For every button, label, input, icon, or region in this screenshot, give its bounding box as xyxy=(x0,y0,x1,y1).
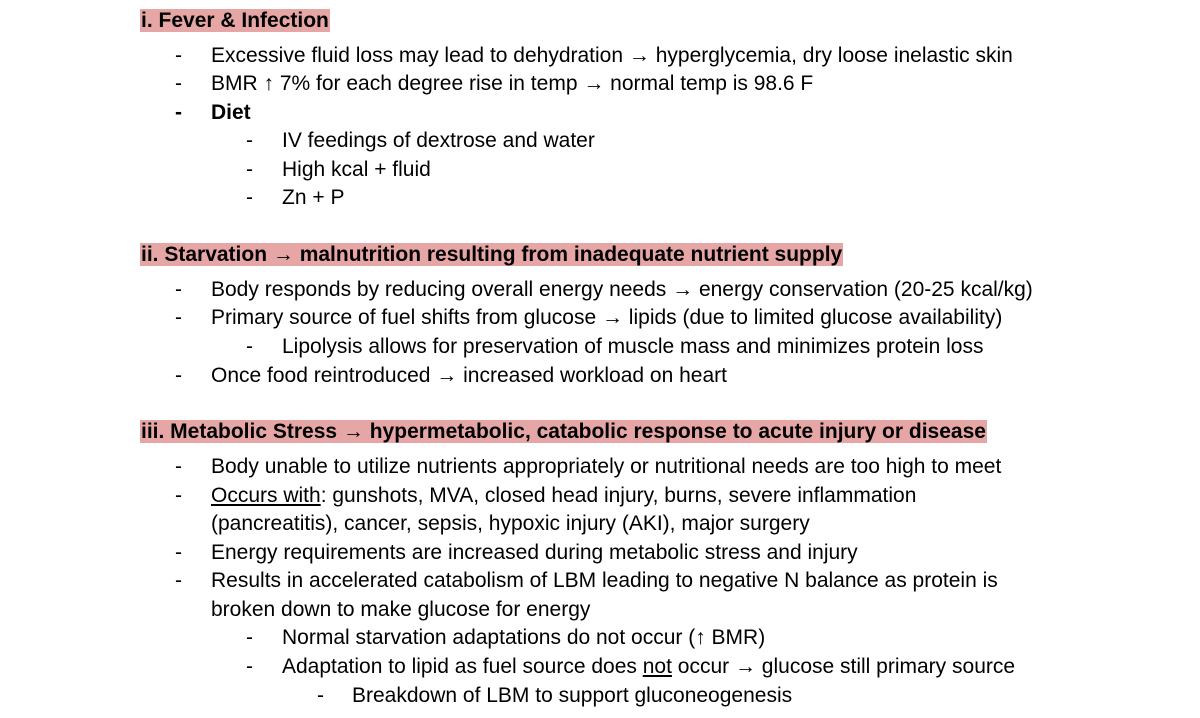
bullet-dash: - xyxy=(175,484,182,507)
bullet-dash: - xyxy=(175,44,182,67)
sub-bullet-dash: - xyxy=(246,158,253,181)
bullet-text: Once food reintroduced → increased workload on heart xyxy=(211,364,727,387)
section-heading-metabolic-stress: iii. Metabolic Stress → hypermetabolic, catabolic response to acute injury or disease xyxy=(141,420,986,443)
bullet-dash: - xyxy=(175,306,182,329)
bullet-text-diet: Diet xyxy=(211,101,251,124)
bullet-text: Energy requirements are increased during metabolic stress and injury xyxy=(211,541,858,564)
occurs-with-label: Occurs with xyxy=(211,484,321,507)
sub-bullet-dash: - xyxy=(246,129,253,152)
sub-bullet-text: Lipolysis allows for preservation of muscle mass and minimizes protein loss xyxy=(282,335,984,358)
sub-bullet-text: IV feedings of dextrose and water xyxy=(282,129,595,152)
adaptation-not: not xyxy=(642,655,672,678)
sub-bullet-dash: - xyxy=(246,335,253,358)
sub-bullet-text: Normal starvation adaptations do not occur (↑ BMR) xyxy=(282,626,766,649)
bullet-text: Excessive fluid loss may lead to dehydration → hyperglycemia, dry loose inelastic skin xyxy=(211,44,1013,67)
bullet-text: BMR ↑ 7% for each degree rise in temp → normal temp is 98.6 F xyxy=(211,72,814,95)
bullet-dash: - xyxy=(175,72,182,95)
bullet-text: Results in accelerated catabolism of LBM leading to negative N balance as protein is xyxy=(211,569,998,592)
sub-sub-bullet-text: Breakdown of LBM to support gluconeogenesis xyxy=(352,684,793,707)
sub-bullet-dash: - xyxy=(246,186,253,209)
bullet-text: Body unable to utilize nutrients appropriately or nutritional needs are too high to meet xyxy=(211,455,1002,478)
bullet-text-continuation: (pancreatitis), cancer, sepsis, hypoxic injury (AKI), major surgery xyxy=(211,512,810,535)
sub-bullet-dash: - xyxy=(246,626,253,649)
section-heading-starvation: ii. Starvation → malnutrition resulting from inadequate nutrient supply xyxy=(141,243,843,266)
bullet-dash: - xyxy=(175,364,182,387)
adaptation-text-b: occur → glucose still primary source xyxy=(671,655,1016,678)
sub-bullet-text: High kcal + fluid xyxy=(282,158,431,181)
bullet-dash: - xyxy=(175,455,182,478)
bullet-dash: - xyxy=(175,569,182,592)
bullet-dash: - xyxy=(175,541,182,564)
bullet-dash: - xyxy=(175,101,182,124)
adaptation-text-a: Adaptation to lipid as fuel source does xyxy=(282,655,643,678)
occurs-with-text: : gunshots, MVA, closed head injury, burns, severe inflammation xyxy=(320,484,917,507)
sub-sub-bullet-dash: - xyxy=(317,684,324,707)
bullet-dash: - xyxy=(175,278,182,301)
bullet-text: Body responds by reducing overall energy needs → energy conservation (20-25 kcal/kg) xyxy=(211,278,1033,301)
sub-bullet-text: Zn + P xyxy=(282,186,345,209)
bullet-text-occurs-with xyxy=(211,483,916,509)
bullet-text-continuation: broken down to make glucose for energy xyxy=(211,598,591,621)
sub-bullet-dash: - xyxy=(246,655,253,678)
bullet-text: Primary source of fuel shifts from glucose → lipids (due to limited glucose availability) xyxy=(211,306,1003,329)
sub-bullet-text-adaptation xyxy=(282,654,1015,680)
section-heading-fever: i. Fever & Infection xyxy=(141,9,329,32)
